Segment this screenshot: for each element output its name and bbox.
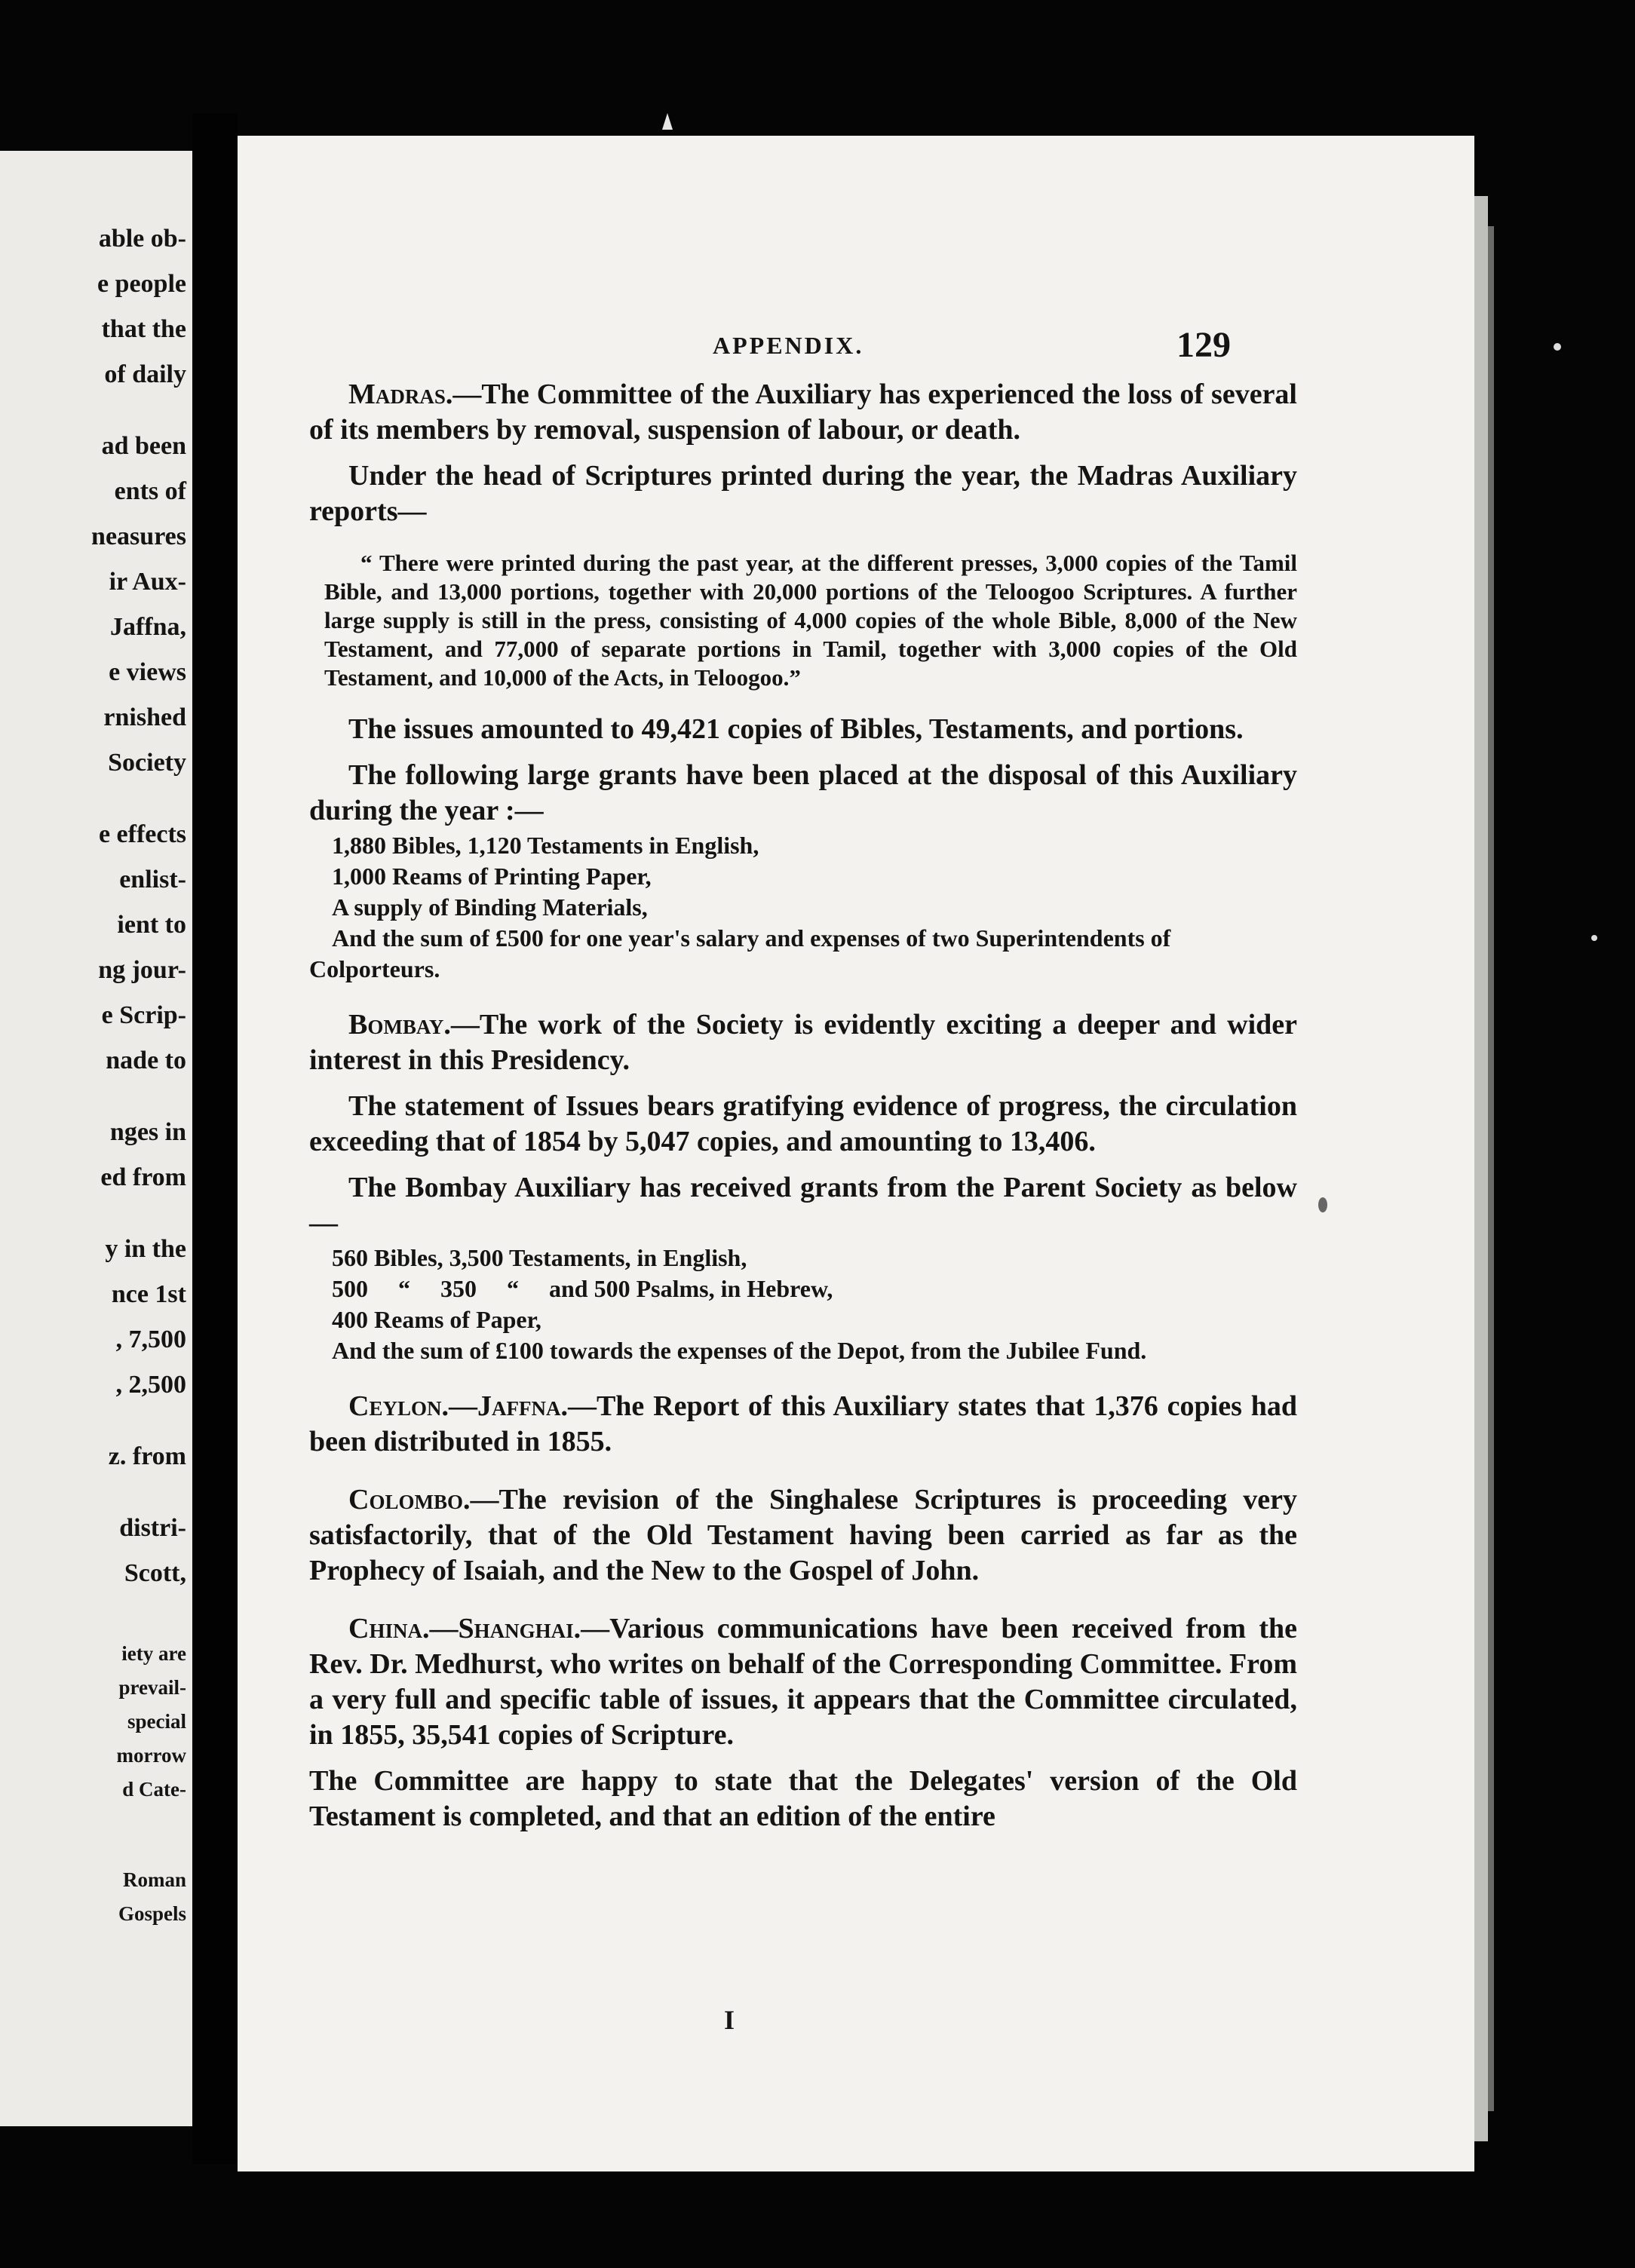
list-item: 500 “ 350 “ and 500 Psalms, in Hebrew, [332,1275,833,1302]
left-page-fragment: able ob- [98,225,186,253]
madras-grants-list [309,830,1297,985]
arrow-mark-icon [662,113,673,130]
book-gutter [192,113,238,2164]
list-item: 400 Reams of Paper, [332,1306,541,1333]
left-page-fragment: , 7,500 [115,1326,186,1353]
list-item: 1,000 Reams of Printing Paper, [332,863,652,890]
paragraph-bombay-grants-intro: The Bombay Auxiliary has received grants from the Parent Society as below— [309,1172,1297,1239]
left-page-fragment: Gospels [118,1902,186,1925]
paragraph-text: —The revision of the Singhalese Scriptures is proceeding very satisfactorily, that of the Old Testament having been carried as far as the Prophecy of Isaiah, and the New to the Gospel of John. [309,1484,1297,1586]
left-page-fragment: ng jour- [98,956,186,984]
previous-page-fragment [0,151,192,2126]
list-item: 1,880 Bibles, 1,120 Testaments in English, [332,832,759,859]
paragraph-ceylon [309,1389,1297,1460]
left-page-fragment: morrow [116,1744,186,1767]
left-page-fragment: e effects [98,820,186,848]
paragraph-text: —Various communications have been received from the Rev. Dr. Medhurst, who writes on behalf of the Corresponding Committee. From a very full and specific table of issues, it appears that the Committee circulated, in 1855, 35,541 copies of Scripture. [309,1613,1297,1751]
block-quote: “ There were printed during the past year, at the different presses, 3,000 copies of the Tamil Bible, and 13,000 portions, together with 20,000 portions of the Teloogoo Scriptures. A further large supply is still in the press, consisting of 4,000 copies of the whole Bible, 8,000 of the New Testament, and 77,000 of separate portions in Tamil, together with 3,000 copies of the Old Testament, and 10,000 of the Acts, in Teloogoo.” [324,550,1297,691]
list-item-final: And the sum of £100 towards the expenses of the Depot, from the Jubilee Fund. [332,1337,1147,1364]
paragraph-delegates: The Committee are happy to state that the Delegates' version of the Old Testament is completed, and that an edition of the entire [309,1765,1297,1832]
left-page-fragment: nges in [109,1118,186,1146]
left-page-fragment: rnished [103,703,186,731]
left-page-fragment: iety are [121,1642,186,1665]
paragraph-issues: The issues amounted to 49,421 copies of Bibles, Testaments, and portions. [348,713,1244,745]
page-body [309,377,1297,1845]
paragraph-madras-reports: Under the head of Scriptures printed during the year, the Madras Auxiliary reports— [309,460,1297,527]
left-page-fragment: distri- [119,1514,186,1542]
scan-speck [1591,935,1597,941]
left-page-fragment: e views [109,658,186,686]
left-page-fragment: nce 1st [111,1280,186,1308]
scan-speck [1318,1197,1327,1212]
paragraph-bombay-statement: The statement of Issues bears gratifying evidence of progress, the circulation exceeding that of 1854 by 5,047 copies, and amounting to 13,406. [309,1090,1297,1157]
left-page-fragment: e people [97,270,186,298]
left-page-fragment: z. from [108,1442,186,1470]
left-page-fragment: of daily [104,360,186,388]
left-page-fragment: Society [108,749,186,777]
paragraph-china [309,1611,1297,1753]
left-page-fragment: e Scrip- [101,1001,186,1029]
paragraph-grants-intro: The following large grants have been placed at the disposal of this Auxiliary during the year :— [309,759,1297,826]
left-page-fragment: ad been [101,432,186,460]
left-page-fragment: prevail- [118,1676,186,1699]
paragraph-text: —The work of the Society is evidently exciting a deeper and wider interest in this Presidency. [309,1009,1297,1076]
left-page-fragment: , 2,500 [115,1371,186,1399]
bombay-grants-list [332,1243,1297,1366]
section-lead-china: China.—Shanghai. [348,1613,581,1644]
paragraph-colombo [309,1482,1297,1589]
list-item-final: And the sum of £500 for one year's salary and expenses of two Superintendents of Colporteurs. [309,924,1171,982]
left-page-fragment: y in the [105,1235,186,1263]
page-edge [1474,196,1488,2141]
list-item: 560 Bibles, 3,500 Testaments, in English, [332,1244,747,1271]
section-lead-bombay: Bombay. [348,1009,451,1041]
left-page-fragment: Scott, [124,1559,186,1587]
paragraph-madras [309,377,1297,448]
left-page-fragment: that the [101,315,186,343]
left-page-fragment: ed from [100,1163,186,1191]
page-number: 129 [1176,325,1231,365]
paragraph-text: —The Committee of the Auxiliary has experienced the loss of several of its members by removal, suspension of labour, or death. [309,379,1297,446]
left-page-fragment: ient to [117,911,186,939]
paragraph-bombay [309,1007,1297,1078]
running-head [238,325,1474,377]
left-page-fragment: ents of [114,477,186,505]
paragraph-text: —The Report of this Auxiliary states that 1,376 copies had been distributed in 1855. [309,1390,1297,1457]
left-page-fragment: Roman [122,1868,186,1891]
left-page-fragment: d Cate- [122,1778,186,1801]
page-edge-shadow [1488,226,1494,2111]
signature-mark: I [724,2005,735,2035]
section-lead-madras: Madras. [348,379,453,410]
left-page-fragment: special [127,1710,186,1733]
scan-speck [1554,343,1561,351]
running-title: APPENDIX. [713,332,864,359]
section-lead-colombo: Colombo. [348,1484,471,1516]
left-page-fragment: Jaffna, [109,613,186,641]
book-page [238,136,1474,2171]
left-page-fragment: enlist- [119,866,186,893]
left-page-fragment: nade to [106,1047,186,1074]
list-item: A supply of Binding Materials, [332,893,648,921]
left-page-fragment: ir Aux- [109,568,186,596]
section-lead-ceylon: Ceylon.—Jaffna. [348,1390,568,1422]
left-page-fragment: neasures [91,523,186,550]
